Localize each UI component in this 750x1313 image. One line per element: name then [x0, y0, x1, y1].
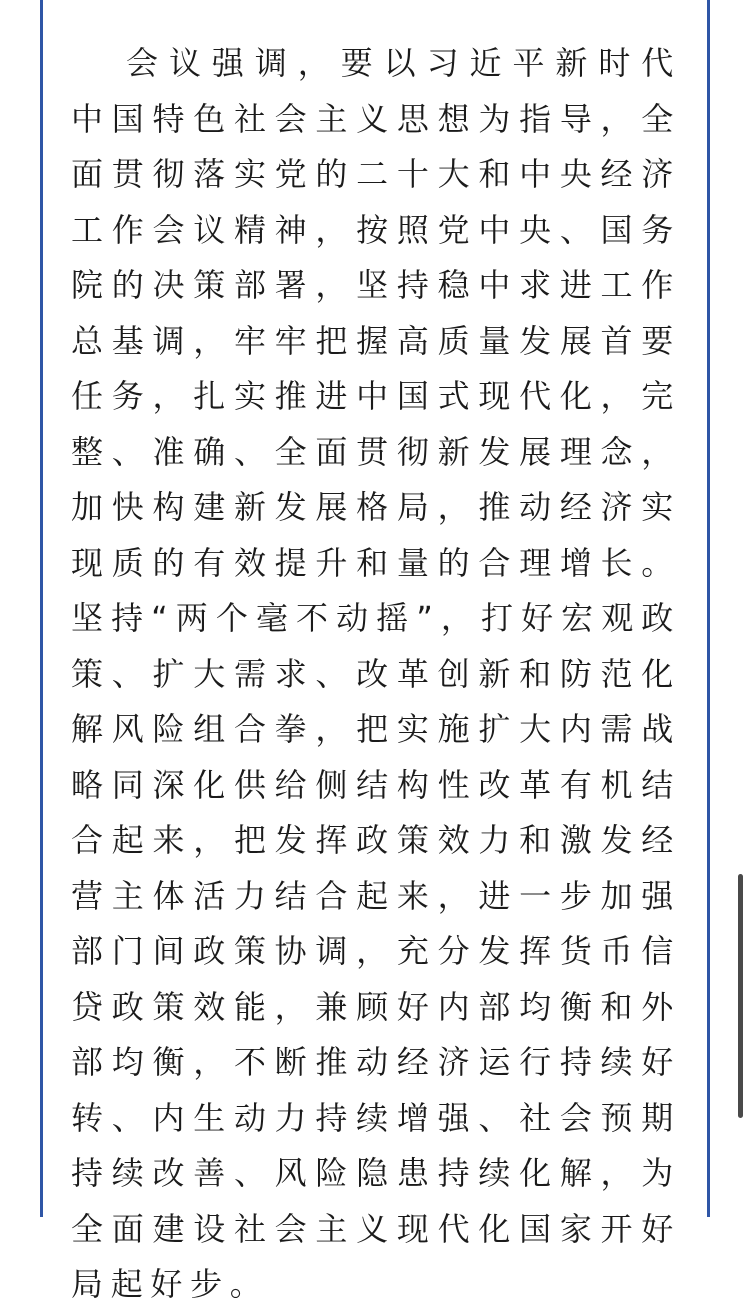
- right-border-line: [707, 0, 710, 1217]
- left-border-line: [40, 0, 43, 1217]
- article-paragraph: 会议强调，要以习近平新时代中国特色社会主义思想为指导，全面贯彻落实党的二十大和中央经济工作会议精神，按照党中央、国务院的决策部署，坚持稳中求进工作总基调，牢牢把握高质量发展首要任务，扎实推进中国式现代化，完整、准确、全面贯彻新发展理念，加快构建新发展格局，推动经济实现质的有效提升和量的合理增长。坚持“两个毫不动摇”，打好宏观政策、扩大需求、改革创新和防范化解风险组合拳，把实施扩大内需战略同深化供给侧结构性改革有机结合起来，把发挥政策效力和激发经营主体活力结合起来，进一步加强部门间政策协调，充分发挥货币信贷政策效能，兼顾好内部均衡和外部均衡，不断推动经济运行持续好转、内生动力持续增强、社会预期持续改善、风险隐患持续化解，为全面建设社会主义现代化国家开好局起好步。: [71, 44, 681, 1303]
- vertical-scrollbar[interactable]: [738, 874, 743, 1118]
